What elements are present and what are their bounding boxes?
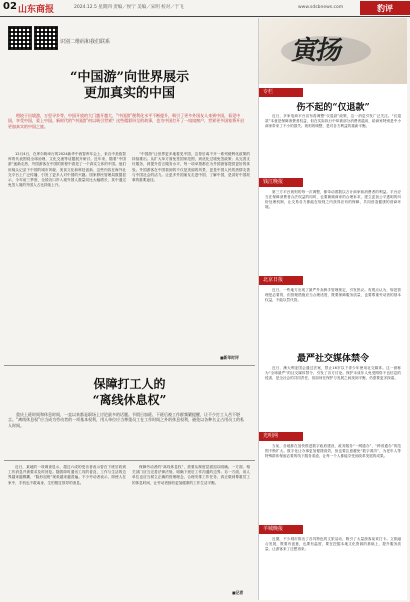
article-paragraph: 近日，某地的一项调查显示，超过六成的受访者表示曾在下班后收到工作消息并被要求及时回复。随着即时通讯工具的普及，工作与生活的边界越来越模糊，“隐形加班”现象越来越普遍。不少劳动者表示，即使人在家中，手机也不敢离身，生怕错过领导的消息。	[8, 465, 126, 485]
paper-name: 山东商报	[18, 5, 55, 15]
article-paragraph: “中国游”让世界更多地看见中国，这背后离不开一系列便利化政策的持续推出。从扩大单方面免签国家范围，到优化过境免签政策；从完善支付服务，到提升语言服务水平，每一项举措都在为外国游客提供更好的体验。外国游客在中国看到的不仅是美丽的风景，更是中国人民的热情友善与中国社会的活力。让更多外国朋友走进中国、了解中国，是讲好中国故事的重要途径。	[132, 152, 250, 183]
article-body-col1	[8, 152, 126, 360]
column-tag: 专栏	[259, 88, 303, 97]
divider	[4, 365, 255, 366]
page-number: 02	[3, 1, 17, 12]
opinion-body: 近期，不少城市推出了各具特色的文旅活动，吸引了大量游客前来打卡。文旅融合发展，既要有创意，也要有温度，要在挖掘本地文化资源的基础上，提升服务质量，让游客来了还想再来。	[265, 537, 401, 552]
opinion-body: 第三方平台规则的每一次调整，都牵动着数以万计商家和消费者的利益。平台应当在保障消费者合法权益的同时，也要兼顾商家的合理诉求，建立更加公平透明的纠纷处理机制，让交易各方都能在规则之内获得应有的保障，共同营造健康的营商环境。	[265, 190, 401, 210]
article-title-line2: 更加真实的中国	[83, 86, 175, 101]
website[interactable]: www.sdsbnews.com	[298, 5, 344, 10]
article-source: ■新华时评	[220, 355, 239, 360]
opinion-title: 伤不起的“仅退款”	[296, 103, 370, 113]
source-tag: 光明网	[259, 432, 303, 441]
article-paragraph: 12月4日，在库尔勒举行的2024新华中西智库年会上，来自中美欧智库的代表围绕全球治理、文化交流等话题展开研讨。近年来，随着“中国游”逐渐走热，外国游客在中国的旅程中看见了一个真实立体的中国。他们用镜头记录下中国的城市风貌、美食文化和科技创新，这些内容在海外社交平台上广泛传播，引发了更多人对中国的兴趣。国家移民管理局数据显示，今年前三季度，全国各口岸入境外国人数量同比大幅增长，其中通过免签入境的外国人占比持续上升。	[8, 152, 126, 188]
opinion-body: 近日，澳大利亚国会通过法案，禁止16岁以下青少年使用社交媒体。这一被称为“全球最严”的社交媒体禁令，引发了各方讨论。保护未成年人免受网络不良信息的侵害，是全社会的共同责任，但如何在保护与发展之间找到平衡，仍需要更多探索。	[265, 366, 401, 381]
article-lead: 相较于出境游，万里寻乡等，中国开放的大门越开越大，“中国游”便利化水平不断提升，吸引了更多外国友人来到中国，看见中国，享受中国，爱上中国。新时代的“中国游”何以吸引世界？这些精彩纷呈的故事，也为中国打开了一扇扇窗户，世界更多国家将开启更加真实的中国之旅。	[8, 113, 245, 129]
opinion-title: 最严社交媒体禁令	[296, 354, 369, 364]
issue-meta: 2024.12.5 星期四 责编／侯宁 美编／宋明 校对／于飞	[74, 5, 184, 10]
divider	[4, 460, 255, 461]
article-body-col2	[132, 152, 250, 352]
sidebar-banner	[259, 18, 407, 84]
qr-caption: 识别二维码和我们联系	[60, 39, 111, 45]
opinion-body: 近日，一些地方出现了最严外卖骑手管理规定，引发热议。有观点认为，规范管理是必要的，但管理措施应当合理适度，既要保障服务质量，也要尊重劳动者的基本权益，不能以罚代管。	[265, 288, 401, 303]
article-title-line1: “中国游”向世界展示	[70, 70, 189, 85]
article2-lead: 重庆上班时间和休息时间，一直以来都是职场上讨论最多的话题。节假日加班、下班后被工作群频繁提醒，让不少打工人苦不堪言。“离线休息权”应当成为劳动者的一项基本权利，用人单位应当尊重员工在工作时间之外的休息权利，避免以各种名义占用员工的私人时间。	[8, 412, 245, 428]
opinion-body: 当前，各地都在加快推进数字政府建设，政务服务“一网通办”、“跨省通办”的范围不断扩大。数字化让办事更加便捷高效，但也要注意避免“数字鸿沟”，为老年人等特殊群体保留必要的线下服务渠道，让每一个人都能享受到改革发展的成果。	[265, 444, 401, 459]
article2-title-line1: 保障打工人的	[93, 377, 166, 391]
article2-title-line2: “离线休息权”	[92, 393, 167, 407]
section-label: 豹评	[360, 1, 410, 15]
source-tag: 羊城晚报	[259, 525, 303, 534]
source-tag: 北京日报	[259, 276, 303, 285]
article2-source: ■记者	[232, 590, 244, 595]
banner-title: 寅扬	[289, 36, 344, 66]
qr-code-icon[interactable]	[8, 26, 32, 50]
article2-body-col2	[132, 465, 250, 587]
opinion-sidebar	[258, 18, 407, 600]
masthead	[0, 0, 410, 17]
article-paragraph: 保障劳动者的“离线休息权”，需要从制度层面加以明确。一方面，相关部门应当完善法律法规，明确下班后工作沟通的边界；另一方面，用人单位也应当树立正确的管理理念，合理安排工作任务，真正做到尊重员工的休息时间，让劳动者拥有更加健康的工作生活平衡。	[132, 465, 250, 485]
source-tag: 钱江晚报	[259, 178, 303, 187]
article2-body-col1	[8, 465, 126, 595]
opinion-body: 近日，多家电商平台宣布将调整“仅退款”政策，这一消息引发广泛关注。“仅退款”本意是保障消费者权益，但在实际执行中却被部分消费者滥用，给商家特别是中小商家带来了不小的损失。规则的调整，是对各方利益的重新平衡。	[265, 114, 401, 129]
qr-code-icon[interactable]	[34, 26, 58, 50]
